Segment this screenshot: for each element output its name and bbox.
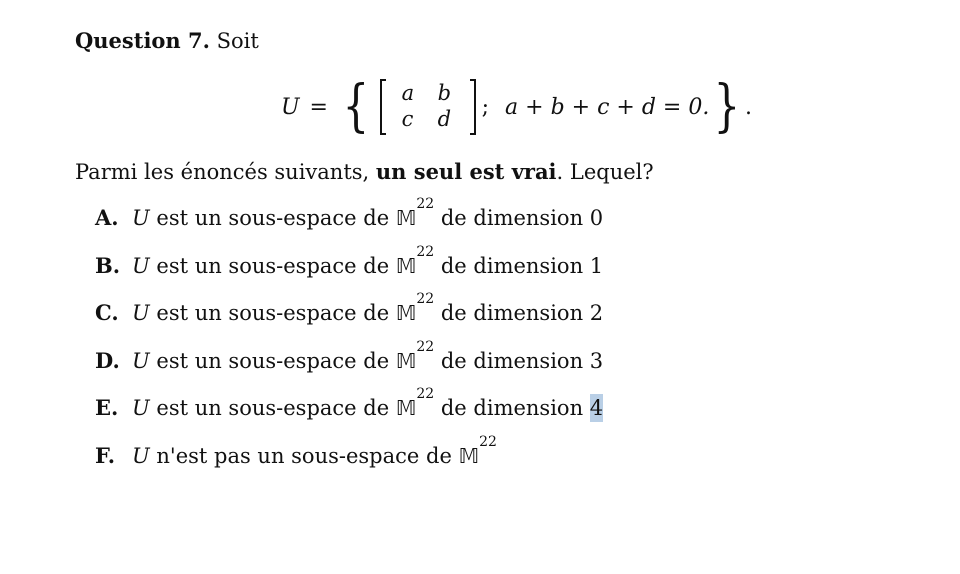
instruction-emphasis: un seul est vrai xyxy=(375,159,557,184)
option-text: est un sous-espace de xyxy=(156,348,390,373)
instruction-after: . Lequel? xyxy=(556,160,654,184)
option-letter: B. xyxy=(95,252,121,278)
option-text: est un sous-espace de xyxy=(156,396,390,420)
option-dimension: 2 xyxy=(589,301,604,325)
option-d[interactable]: D. U est un sous-espace de 𝕄 22 de dimension 3 xyxy=(95,338,604,373)
option-var: U xyxy=(132,206,150,230)
matrix-right-bracket xyxy=(470,79,476,135)
instruction-before: Parmi les énoncés suivants, xyxy=(75,160,376,184)
option-text: est un sous-espace de xyxy=(156,206,390,230)
close-brace: } xyxy=(713,74,741,139)
open-brace: { xyxy=(342,74,370,139)
option-b[interactable]: B. U est un sous-espace de 𝕄 22 de dimension 1 xyxy=(95,243,604,278)
matrix-space-symbol: 𝕄 xyxy=(458,443,480,468)
option-tail: de dimension xyxy=(440,206,584,230)
matrix-space-symbol: 𝕄 xyxy=(395,206,417,230)
option-text: n'est pas un sous-espace de xyxy=(156,443,452,468)
option-text: est un sous-espace de xyxy=(156,301,390,325)
question-label: Question 7. xyxy=(75,28,210,53)
option-f[interactable]: F. U n'est pas un sous-espace de 𝕄 22 xyxy=(95,433,497,468)
option-letter: D. xyxy=(95,347,120,373)
option-var: U xyxy=(132,253,150,278)
option-text: est un sous-espace de xyxy=(156,253,390,278)
condition: a + b + c + d = 0. xyxy=(505,94,710,120)
matrix-entry-d: d xyxy=(437,107,452,131)
option-dimension: 3 xyxy=(589,348,604,373)
option-dimension: 0 xyxy=(589,206,604,230)
option-e[interactable]: E. U est un sous-espace de 𝕄 22 de dimension 4 xyxy=(95,386,604,420)
option-tail: de dimension xyxy=(440,253,584,278)
option-var: U xyxy=(132,443,150,468)
separator: ; xyxy=(481,94,490,120)
matrix-space-symbol: 𝕄 xyxy=(395,396,417,420)
option-a[interactable]: A. U est un sous-espace de 𝕄 22 de dimension 0 xyxy=(95,196,604,230)
matrix-space-symbol: 𝕄 xyxy=(395,348,417,373)
matrix-entry-c: c xyxy=(401,107,414,131)
answer-options xyxy=(95,196,604,489)
option-letter: C. xyxy=(95,300,119,325)
option-letter: F. xyxy=(95,442,116,468)
matrix-2x2 xyxy=(380,79,476,135)
option-dimension: 1 xyxy=(589,253,604,278)
question-heading xyxy=(75,27,259,55)
instruction-text xyxy=(75,158,654,186)
equals-sign: = xyxy=(309,94,328,120)
option-tail: de dimension xyxy=(440,396,584,420)
option-tail: de dimension xyxy=(440,348,584,373)
option-c[interactable]: C. U est un sous-espace de 𝕄 22 de dimension 2 xyxy=(95,291,604,325)
option-var: U xyxy=(132,301,150,325)
option-var: U xyxy=(132,396,150,420)
option-dimension-selected: 4 xyxy=(589,396,604,420)
matrix-entry-b: b xyxy=(437,81,452,105)
question-lead: Soit xyxy=(216,29,259,53)
option-tail: de dimension xyxy=(440,301,584,325)
option-letter: A. xyxy=(95,205,119,230)
set-definition-equation xyxy=(281,76,752,138)
matrix-space-symbol: 𝕄 xyxy=(395,253,417,278)
matrix-space-symbol: 𝕄 xyxy=(395,301,417,325)
option-var: U xyxy=(132,348,150,373)
option-letter: E. xyxy=(95,395,119,420)
set-symbol: U xyxy=(281,94,300,120)
equation-period: . xyxy=(744,94,752,120)
matrix-left-bracket xyxy=(380,79,386,135)
matrix-entry-a: a xyxy=(401,81,415,105)
